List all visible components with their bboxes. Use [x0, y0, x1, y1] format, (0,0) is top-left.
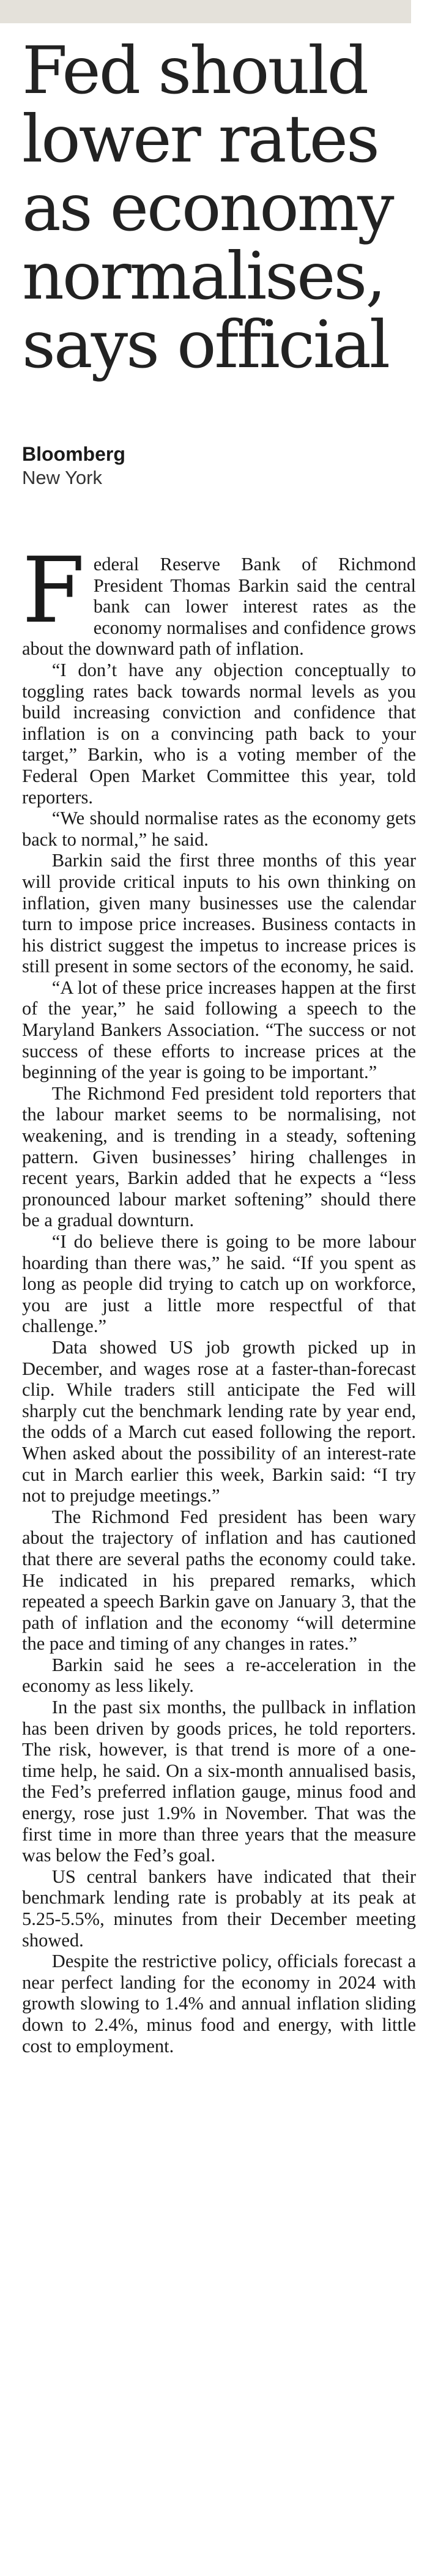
headline-line: normalises,: [22, 239, 385, 315]
headline-line: as economy: [22, 170, 393, 246]
article-paragraph: “A lot of these price increases happen at the first of the year,” he said following a speech to the Maryland Bankers Association. “The success or not success of these efforts to increase prices at the beginning of the year is going to be important.”: [22, 977, 416, 1083]
article-paragraph: The Richmond Fed president has been wary about the trajectory of inflation and has cautioned that there are several paths the economy could take. He indicated in his prepared remarks, which repeated a speech Barkin gave on January 3, that the path of inflation and the economy “will determine the pace and timing of any changes in rates.”: [22, 1506, 416, 1655]
article-paragraph: [22, 538, 416, 660]
headline: [22, 33, 426, 383]
headline-line: Fed should: [22, 33, 368, 109]
article-paragraph: The Richmond Fed president told reporters that the labour market seems to be normalising, not weakening, and is trending in a steady, softening pattern. Given businesses’ hiring challenges in recent years, Barkin added that he expects a “less pronounced labour market softening” should there be a gradual downturn.: [22, 1082, 416, 1231]
article-body: [22, 538, 416, 2057]
headline-line: says official: [22, 307, 389, 383]
article-paragraph: Barkin said he sees a re-acceleration in the economy as less likely.: [22, 1654, 416, 1697]
article-paragraph: “We should normalise rates as the economy gets back to normal,” he said.: [22, 808, 416, 850]
article-paragraph: “I do believe there is going to be more labour hoarding than there was,” he said. “If you spent as long as people did trying to catch up on workforce, you are just a little more respectful of that challenge.”: [22, 1231, 416, 1337]
paragraph-text: ederal Reserve Bank of Richmond President Thomas Barkin said the central bank can lower interest rates as the economy normalises and confidence grows about the downward path of inflation.: [22, 554, 416, 660]
section-header-bar: [0, 0, 411, 23]
article-paragraph: US central bankers have indicated that their benchmark lending rate is probably at its peak at 5.25-5.5%, minutes from their December meeting showed.: [22, 1866, 416, 1951]
byline-location: New York: [22, 467, 102, 488]
article-paragraph: “I don’t have any objection conceptually to toggling rates back towards normal levels as you build increasing conviction and confidence that inflation is on a convincing path back to your target,” Barkin, who is a voting member of the Federal Open Market Committee this year, told reporters.: [22, 659, 416, 808]
article-paragraph: Despite the restrictive policy, officials forecast a near perfect landing for the economy in 2024 with growth slowing to 1.4% and annual inflation sliding down to 2.4%, minus food and energy, with little cost to employment.: [22, 1951, 416, 2057]
article-paragraph: In the past six months, the pullback in inflation has been driven by goods prices, he told reporters. The risk, however, is that trend is more of a one-time help, he said. On a six-month annualised basis, the Fed’s preferred inflation gauge, minus food and energy, rose just 1.9% in November. That was the first time in more than three years that the measure was below the Fed’s goal.: [22, 1697, 416, 1866]
article-paragraph: Data showed US job growth picked up in December, and wages rose at a faster-than-forecast clip. While traders still anticipate the Fed will sharply cut the benchmark lending rate by year end, the odds of a March cut eased following the report. When asked about the possibility of an interest-rate cut in March earlier this week, Barkin said: “I try not to prejudge meetings.”: [22, 1336, 416, 1506]
headline-line: lower rates: [22, 102, 378, 177]
byline-source: Bloomberg: [22, 443, 125, 465]
byline: [22, 442, 125, 490]
article-paragraph: Barkin said the first three months of this year will provide critical inputs to his own thinking on inflation, given many businesses use the calendar turn to impose price increases. Business contacts in his district suggest the impetus to increase prices is still present in some sectors of the economy, he said.: [22, 850, 416, 977]
drop-cap: F: [22, 538, 85, 643]
